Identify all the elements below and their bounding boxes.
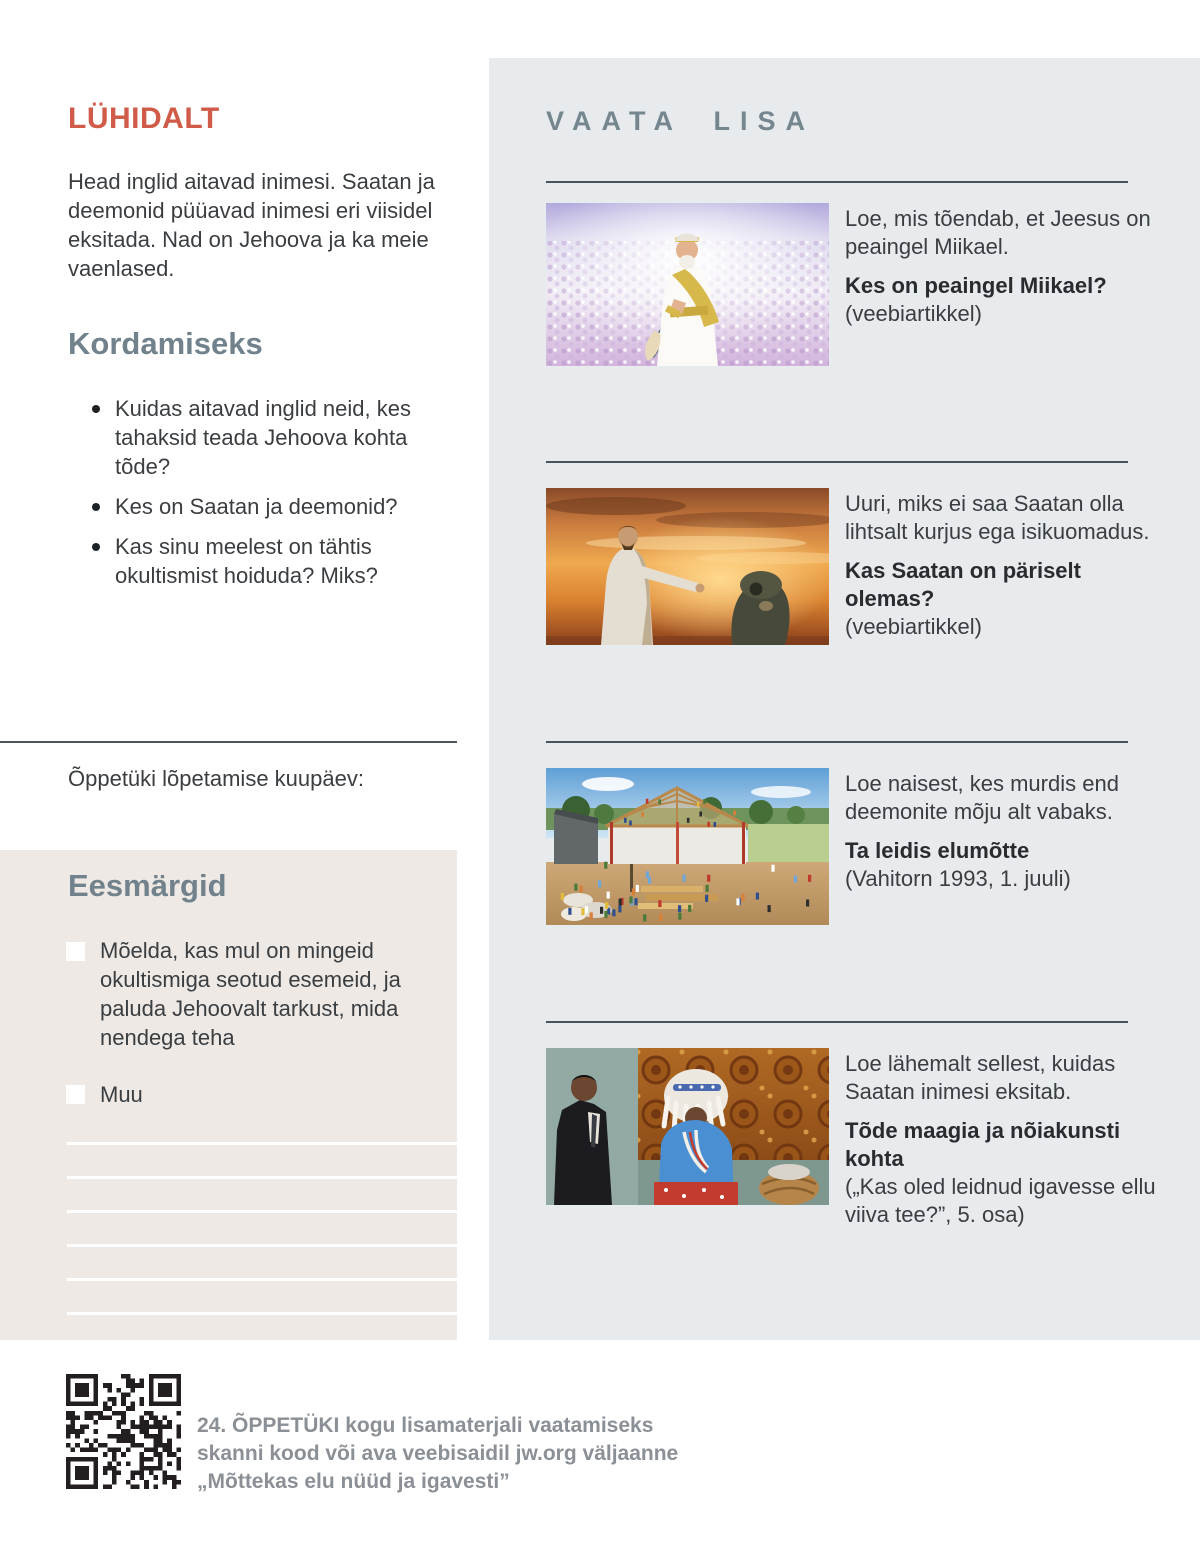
kingdom-hall-construction-image xyxy=(546,768,829,925)
item-divider xyxy=(546,1021,1128,1023)
goal-label: Mõelda, kas mul on mingeid okultismiga seotud esemeid, ja paluda Jehoovalt tarkust, mida nendega teha xyxy=(100,938,401,1050)
item-source: („Kas oled leidnud igavesse ellu viiva tee?”, 5. osa) xyxy=(845,1174,1156,1227)
divider-rule xyxy=(0,741,457,743)
brief-section-title: LÜHIDALT xyxy=(68,102,220,135)
goals-section-title: Eesmärgid xyxy=(68,868,227,903)
item-source: (veebiartikkel) xyxy=(845,614,982,639)
item-title-link[interactable]: Kes on peaingel Miikael? xyxy=(845,273,1107,298)
see-more-panel xyxy=(489,58,1200,1340)
footer-caption-line: 24. ÕPPETÜKI kogu lisamaterjali vaatamiseks xyxy=(197,1414,654,1437)
goal-checkbox[interactable] xyxy=(66,942,85,961)
writing-line xyxy=(67,1244,457,1247)
michael-archangel-image xyxy=(546,203,829,366)
brief-paragraph: Head inglid aitavad inimesi. Saatan ja deemonid püüavad inimesi eri viisidel eksitada. Nad on Jehoova ja ka meie vaenlased. xyxy=(68,169,435,281)
goal-label: Muu xyxy=(100,1082,143,1107)
jesus-rebukes-satan-image xyxy=(546,488,829,645)
item-divider xyxy=(546,741,1128,743)
item-title-link[interactable]: Kas Saatan on päriselt olemas? xyxy=(845,558,1081,611)
footer-caption xyxy=(197,1412,678,1496)
review-question: Kuidas aitavad inglid neid, kes tahaksid teada Jehoova kohta tõde? xyxy=(68,394,460,481)
goals-box xyxy=(0,850,457,1340)
review-question: Kes on Saatan ja deemonid? xyxy=(68,492,460,521)
writing-line xyxy=(67,1312,457,1315)
item-source: (veebiartikkel) xyxy=(845,301,982,326)
item-intro: Uuri, miks ei saa Saatan olla lihtsalt kurjus ega isikuomadus. xyxy=(845,491,1150,544)
item-divider xyxy=(546,181,1128,183)
writing-line xyxy=(67,1176,457,1179)
writing-line xyxy=(67,1278,457,1281)
qr-code-icon xyxy=(66,1374,181,1489)
item-title-link[interactable]: Ta leidis elumõtte xyxy=(845,838,1030,863)
review-question: Kas sinu meelest on tähtis okultismist hoiduda? Miks? xyxy=(68,532,460,590)
review-section-title: Kordamiseks xyxy=(68,326,263,361)
item-intro: Loe naisest, kes murdis end deemonite mõju alt vabaks. xyxy=(845,771,1119,824)
item-intro: Loe lähemalt sellest, kuidas Saatan inimesi eksitab. xyxy=(845,1051,1116,1104)
item-title-link[interactable]: Tõde maagia ja nõiakunsti kohta xyxy=(845,1118,1121,1171)
footer-caption-line: skanni kood või ava veebisaidil jw.org väljaanne xyxy=(197,1442,679,1465)
goal-checkbox[interactable] xyxy=(66,1085,85,1104)
review-question-list xyxy=(68,394,460,601)
witch-doctor-image xyxy=(546,1048,829,1205)
see-more-title: VAATA LISA xyxy=(546,106,815,136)
footer-caption-line: „Mõttekas elu nüüd ja igavesti” xyxy=(197,1470,510,1493)
item-divider xyxy=(546,461,1128,463)
item-source: (Vahitorn 1993, 1. juuli) xyxy=(845,866,1071,891)
writing-line xyxy=(67,1142,457,1145)
item-intro: Loe, mis tõendab, et Jeesus on peaingel Miikael. xyxy=(845,206,1151,259)
writing-line xyxy=(67,1210,457,1213)
completion-date-label: Õppetüki lõpetamise kuupäev: xyxy=(68,766,364,791)
